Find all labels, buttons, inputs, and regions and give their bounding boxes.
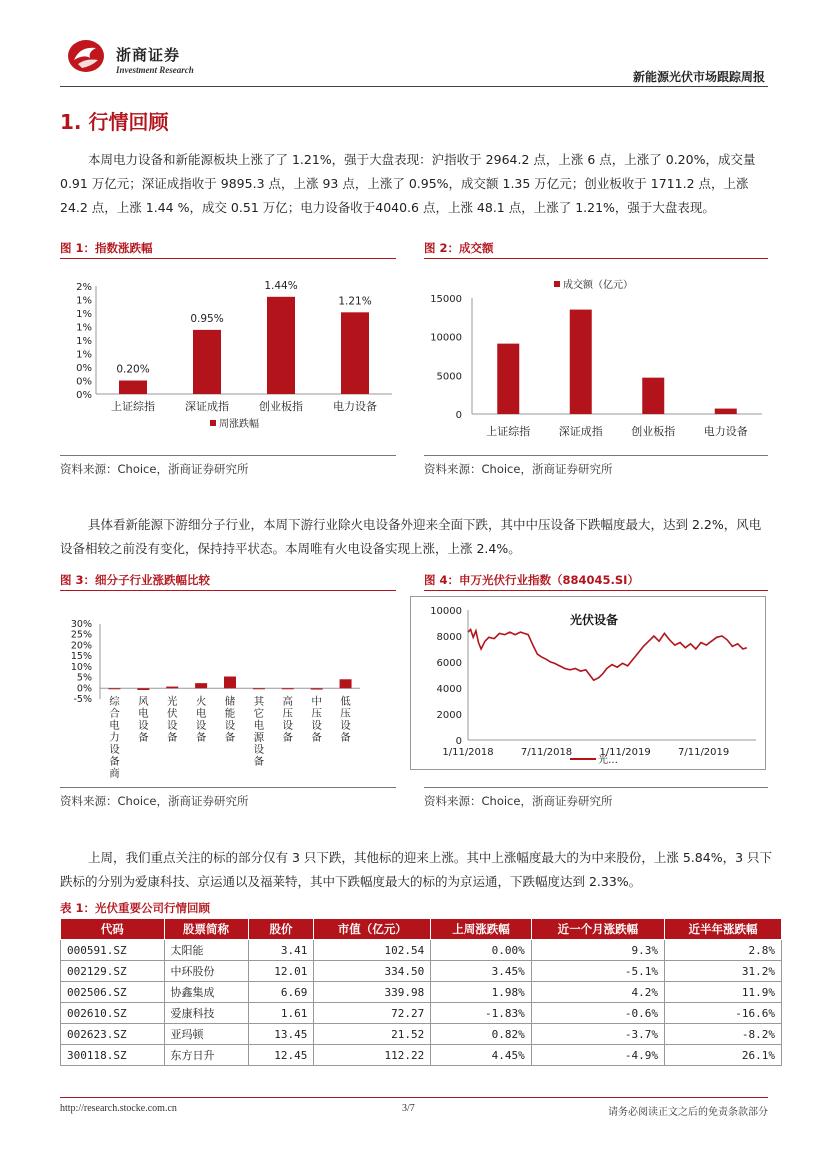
table-cell: 11.9% — [665, 982, 782, 1003]
fig3-y-tick: 10% — [70, 661, 92, 673]
fig2-chart — [424, 266, 768, 446]
fig1-bar — [267, 297, 295, 394]
company-logo — [66, 38, 106, 74]
fig1-data-label: 0.95% — [190, 312, 224, 325]
fig2-y-tick: 10000 — [430, 332, 462, 344]
fig4-chart — [412, 598, 764, 768]
fig3-bar — [195, 683, 207, 688]
table-cell: 13.45 — [248, 1024, 314, 1045]
fig4-source: 资料来源：Choice，浙商证券研究所 — [424, 794, 613, 808]
table-header-cell: 代码 — [61, 919, 165, 940]
fig1-data-label: 1.21% — [338, 295, 372, 308]
table-cell: 300118.SZ — [61, 1045, 165, 1066]
fig4-legend-label: 光… — [598, 755, 618, 766]
fig3-bar — [108, 688, 120, 689]
brand-tagline: Investment Research — [116, 65, 194, 75]
fig2-y-tick: 5000 — [436, 371, 462, 383]
fig3-source: 资料来源：Choice，浙商证券研究所 — [60, 794, 249, 808]
table-cell: 31.2% — [665, 961, 782, 982]
fig2-caption-line — [424, 258, 768, 259]
fig3-y-tick: 5% — [76, 672, 92, 684]
fig1-data-label: 0.20% — [116, 363, 150, 376]
fig3-caption: 图 3：细分子行业涨跌幅比较 — [60, 573, 211, 587]
fig4-y-tick: 2000 — [436, 710, 462, 721]
fig4-title: 光伏设备 — [569, 613, 619, 627]
fig1-bar — [341, 312, 369, 394]
stock-table — [60, 918, 782, 1066]
table-cell: 爱康科技 — [164, 1003, 248, 1024]
paragraph-subsector: 具体看新能源下游细分子行业，本周下游行业除火电设备外迎来全面下跌，其中中压设备下跌幅度最大，达到 2.2%，风电设备相较之前没有变化，保持持平状态。本周唯有火电设备实现上涨，上涨 2.4%。 — [60, 517, 762, 556]
fig1-y-tick: 2% — [76, 282, 92, 293]
fig2-legend-swatch — [554, 281, 560, 287]
fig2-x-tick: 创业板指 — [631, 425, 676, 438]
table-header-cell: 市值（亿元） — [314, 919, 431, 940]
fig1-source-line — [60, 455, 396, 456]
fig4-y-tick: 4000 — [436, 684, 462, 695]
table-cell: -8.2% — [665, 1024, 782, 1045]
fig3-source-line — [60, 787, 396, 788]
table-cell: -4.9% — [531, 1045, 664, 1066]
table-cell: 6.69 — [248, 982, 314, 1003]
table-row — [61, 982, 782, 1003]
fig3-y-tick: 30% — [70, 619, 92, 630]
fig2-x-tick: 深证成指 — [558, 425, 603, 438]
fig3-x-tick: 其它电源设备 — [253, 695, 265, 768]
fig2-caption: 图 2：成交额 — [424, 241, 494, 255]
table-caption: 表 1：光伏重要公司行情回顾 — [60, 901, 211, 915]
table-row — [61, 940, 782, 961]
fig1-y-tick: 0% — [76, 376, 92, 388]
table-cell: 3.45% — [431, 961, 532, 982]
fig2-bar — [642, 378, 664, 414]
fig3-y-tick: 25% — [70, 629, 92, 641]
fig3-bar — [340, 679, 352, 688]
table-cell: 002506.SZ — [61, 982, 165, 1003]
fig2-x-tick: 上证综指 — [486, 425, 531, 438]
fig1-y-tick: 1% — [76, 322, 92, 334]
table-cell: 1.61 — [248, 1003, 314, 1024]
fig4-series-line — [468, 630, 747, 681]
table-cell: -16.6% — [665, 1003, 782, 1024]
fig1-x-tick: 深证成指 — [185, 400, 229, 413]
fig3-x-tick: 火电设备 — [195, 695, 207, 744]
fig3-bar — [253, 688, 265, 689]
fig2-bar — [570, 310, 592, 414]
fig3-bar — [166, 687, 178, 689]
fig4-x-tick: 7/11/2019 — [677, 747, 730, 758]
fig1-caption-line — [60, 258, 396, 259]
table-cell: 102.54 — [314, 940, 431, 961]
fig3-bar — [311, 688, 323, 689]
table-header-cell: 股票简称 — [164, 919, 248, 940]
table-cell: -5.1% — [531, 961, 664, 982]
table-cell: 太阳能 — [164, 940, 248, 961]
fig3-y-tick: 20% — [70, 640, 92, 652]
fig1-y-tick: 1% — [76, 295, 92, 307]
table-row — [61, 1003, 782, 1024]
fig4-y-tick: 10000 — [430, 606, 462, 617]
table-cell: 3.41 — [248, 940, 314, 961]
paragraph-market-review: 本周电力设备和新能源板块上涨了了 1.21%，强于大盘表现：沪指收于 2964.2 点，上涨 6 点，上涨了 0.20%，成交量 0.91 万亿元；深证成指收于 9895.3 点，上涨 93 点，上涨了 0.95%，成交额 1.35 万亿元；创业板收于 1711.2 点，上涨 24.2 点，上涨 1.44 %，成交 0.51 万亿；电力设备收于4040.6 点，上涨 48.1 点，上涨了 1.21%，强于大盘表现。 — [60, 152, 756, 215]
table-cell: 0.00% — [431, 940, 532, 961]
table-cell: 亚玛顿 — [164, 1024, 248, 1045]
table-cell: 东方日升 — [164, 1045, 248, 1066]
table-cell: 12.01 — [248, 961, 314, 982]
fig3-y-tick: -5% — [73, 694, 92, 705]
fig2-source: 资料来源：Choice，浙商证券研究所 — [424, 462, 613, 476]
fig4-caption: 图 4：申万光伏行业指数（884045.SI） — [424, 573, 639, 587]
fig1-legend-swatch — [210, 420, 216, 426]
fig3-x-tick: 光伏设备 — [166, 695, 178, 744]
fig1-y-tick: 0% — [76, 390, 92, 401]
fig1-x-tick: 电力设备 — [333, 400, 377, 413]
fig3-x-tick: 高压设备 — [282, 695, 294, 744]
fig4-y-tick: 0 — [455, 736, 462, 747]
table-header-cell: 近一个月涨跌幅 — [531, 919, 664, 940]
fig2-legend-label: 成交额（亿元） — [563, 280, 633, 291]
fig4-x-tick: 7/11/2018 — [520, 747, 573, 758]
table-cell: 1.98% — [431, 982, 532, 1003]
fig2-y-tick: 0 — [455, 410, 462, 421]
table-header-cell: 股价 — [248, 919, 314, 940]
table-cell: 002623.SZ — [61, 1024, 165, 1045]
table-cell: 112.22 — [314, 1045, 431, 1066]
fig4-x-tick: 1/11/2018 — [442, 747, 494, 758]
fig1-y-tick: 1% — [76, 336, 92, 347]
fig3-x-tick: 风电设备 — [138, 695, 149, 744]
table-cell: 9.3% — [531, 940, 664, 961]
fig3-x-tick: 储能设备 — [224, 695, 236, 744]
table-header-cell: 上周涨跌幅 — [431, 919, 532, 940]
fig1-data-label: 1.44% — [264, 279, 298, 292]
table-row — [61, 1024, 782, 1045]
fig3-x-tick: 中压设备 — [311, 695, 322, 744]
footer-url[interactable]: http://research.stocke.com.cn — [60, 1103, 177, 1114]
header-divider — [60, 86, 768, 87]
fig4-y-tick: 6000 — [436, 658, 462, 669]
fig3-x-tick: 综合电力设备商 — [109, 695, 120, 780]
fig3-bar — [282, 688, 294, 689]
fig1-y-tick: 0% — [76, 363, 92, 374]
table-cell: 0.82% — [431, 1024, 532, 1045]
fig1-bar — [119, 381, 147, 395]
fig1-x-tick: 上证综指 — [111, 400, 155, 413]
fig3-y-tick: 0% — [76, 683, 92, 695]
table-cell: 21.52 — [314, 1024, 431, 1045]
table-cell: 协鑫集成 — [164, 982, 248, 1003]
table-header-row — [61, 919, 782, 940]
table-cell: -3.7% — [531, 1024, 664, 1045]
footer-divider — [60, 1097, 768, 1098]
table-cell: 2.8% — [665, 940, 782, 961]
footer-page-number: 3/7 — [402, 1103, 415, 1114]
table-header-cell: 近半年涨跌幅 — [665, 919, 782, 940]
table-cell: 12.45 — [248, 1045, 314, 1066]
table-cell: 002129.SZ — [61, 961, 165, 982]
fig1-y-tick: 1% — [76, 349, 92, 361]
table-cell: 002610.SZ — [61, 1003, 165, 1024]
footer-disclaimer: 请务必阅读正文之后的免责条款部分 — [608, 1107, 768, 1118]
table-cell: -1.83% — [431, 1003, 532, 1024]
fig2-source-line — [424, 455, 768, 456]
fig3-y-tick: 15% — [70, 651, 92, 663]
fig1-caption: 图 1：指数涨跌幅 — [60, 241, 153, 255]
table-cell: 4.2% — [531, 982, 664, 1003]
table-cell: 4.45% — [431, 1045, 532, 1066]
fig1-chart — [60, 266, 396, 442]
fig2-y-tick: 15000 — [430, 294, 462, 305]
fig3-bar — [224, 677, 236, 689]
fig1-legend-label: 周涨跌幅 — [219, 419, 259, 430]
fig4-source-line — [424, 787, 768, 788]
fig3-x-tick: 低压设备 — [340, 695, 351, 744]
fig2-bar — [497, 344, 519, 414]
table-cell: 334.50 — [314, 961, 431, 982]
fig1-source: 资料来源：Choice，浙商证券研究所 — [60, 462, 249, 476]
fig4-x-tick: 1/11/2019 — [599, 747, 651, 758]
table-cell: -0.6% — [531, 1003, 664, 1024]
fig4-caption-line — [424, 590, 768, 591]
table-cell: 72.27 — [314, 1003, 431, 1024]
table-row — [61, 1045, 782, 1066]
section-title: 1. 行情回顾 — [60, 110, 169, 134]
table-cell: 26.1% — [665, 1045, 782, 1066]
fig3-bar — [137, 688, 149, 690]
fig3-chart — [60, 600, 396, 784]
fig1-y-tick: 1% — [76, 309, 92, 320]
fig1-x-tick: 创业板指 — [259, 400, 303, 413]
table-cell: 000591.SZ — [61, 940, 165, 961]
paragraph-stocks: 上周，我们重点关注的标的部分仅有 3 只下跌，其他标的迎来上涨。其中上涨幅度最大的为中来股份，上涨 5.84%，3 只下跌标的分别为爱康科技、京运通以及福莱特，其中下跌幅度最大的标的为京运通，下跌幅度达到 2.33%。 — [60, 850, 773, 889]
table-cell: 339.98 — [314, 982, 431, 1003]
fig2-bar — [715, 409, 737, 414]
fig4-y-tick: 8000 — [436, 632, 462, 643]
table-cell: 中环股份 — [164, 961, 248, 982]
report-title: 新能源光伏市场跟踪周报 — [632, 70, 765, 84]
fig2-x-tick: 电力设备 — [703, 425, 748, 438]
brand-name: 浙商证券 — [116, 46, 181, 64]
fig1-bar — [193, 330, 221, 394]
fig3-caption-line — [60, 590, 396, 591]
table-row — [61, 961, 782, 982]
